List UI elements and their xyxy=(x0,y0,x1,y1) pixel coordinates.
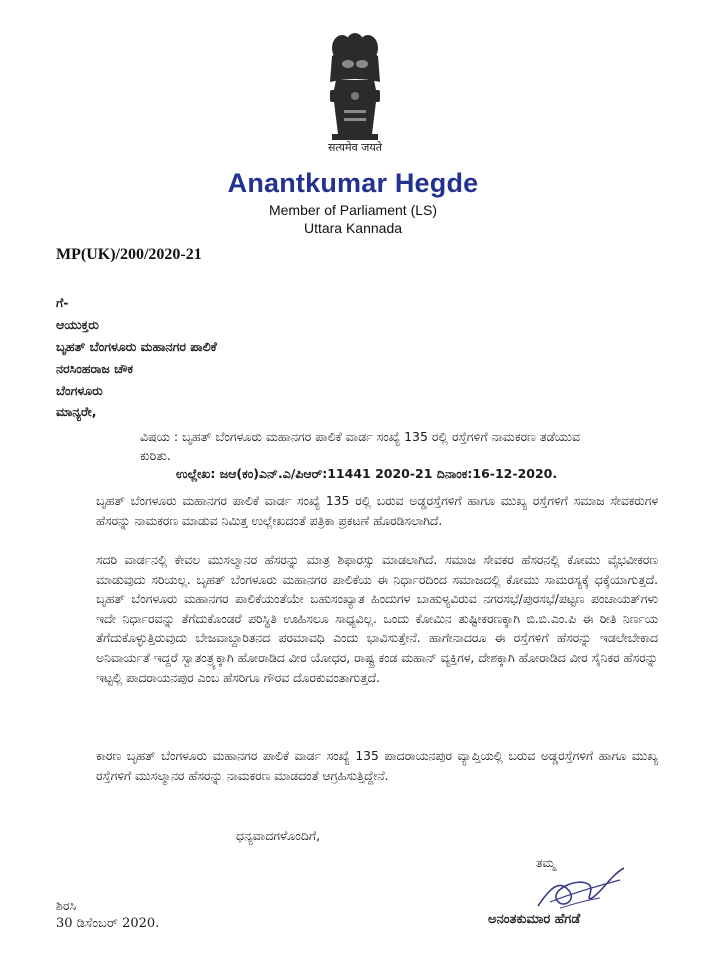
ashoka-emblem-icon xyxy=(318,30,392,142)
emblem-motto: सत्यमेव जयते xyxy=(327,141,382,154)
sender-constituency: Uttara Kannada xyxy=(303,220,403,236)
body-paragraph-1: ಬೃಹತ್ ಬೆಂಗಳೂರು ಮಹಾನಗರ ಪಾಲಿಕೆ ವಾರ್ಡ ಸಂಖ್ಯೆ 135 ರಲ್ಲಿ ಬರುವ ಅಡ್ಡರಸ್ತೆಗಳಿಗೆ ಹಾಗೂ ಮುಖ್ಯ ರಸ್ತೆಗಳಿಗೆ ಸಮಾಜ ಸೇವಕರುಗಳ ಹೆಸರನ್ನು ನಾಮಕರಣ ಮಾಡುವ ನಿಮಿತ್ತ ಉಲ್ಲೇಖದಂತೆ ಪತ್ರಿಕಾ ಪ್ರಕಟಣೆ ಹೊರಡಿಸಲಾಗಿದೆ. xyxy=(96,494,658,528)
sender-name: Anantkumar Hegde xyxy=(227,168,479,198)
subject-line: ವಿಷಯ : ಬೃಹತ್ ಬೆಂಗಳೂರು ಮಹಾನಗರ ಪಾಲಿಕೆ ವಾರ್ಡ ಸಂಖ್ಯೆ 135 ರಲ್ಲಿ ರಸ್ತೆಗಳಿಗೆ ನಾಮಕರಣ ತಡೆಯುವ ಕುರಿತು. xyxy=(140,429,580,463)
reference-number: MP(UK)/200/2020-21 xyxy=(56,246,202,263)
addressee-to: ಗೆ- xyxy=(56,295,69,310)
reference-line: ಉಲ್ಲೇಖ: ಜಆ(ಕಂ)ಎನ್.ಎ/ಪಿಆರ್:11441 2020-21 ದಿನಾಂಕ:16-12-2020. xyxy=(176,466,558,481)
date: 30 ಡಿಸೆಂಬರ್ 2020. xyxy=(56,916,160,931)
place: ಶಿರಸಿ xyxy=(56,898,77,913)
sign-off: ತಮ್ಮ xyxy=(536,856,556,870)
body-paragraph-2: ಸದರಿ ವಾರ್ಡನಲ್ಲಿ ಕೇವಲ ಮುಸಲ್ಮಾನರ ಹೆಸರನ್ನು ಮಾತ್ರ ಶಿಫಾರಸ್ಸು ಮಾಡಲಾಗಿದೆ. ಸಮಾಜ ಸೇವಕರ ಹೆಸರನಲ್ಲಿ ಕೋಮು ವೈಭವೀಕರಣ ಮಾಡುವುದು ಸರಿಯಲ್ಲ. ಬೃಹತ್ ಬೆಂಗಳೂರು ಮಹಾನಗರ ಪಾಲಿಕೆಯ ಈ ನಿರ್ಧಾರದಿಂದ ಸಮಾಜದಲ್ಲಿ ಕೋಮು ಸಾಮರಸ್ಯಕ್ಕೆ ಧಕ್ಕೆಯಾಗುತ್ತದೆ. ಬೃಹತ್ ಬೆಂಗಳೂರು ಮಹಾನಗರ ಪಾಲಿಕೆಯಂತೆಯೇ ಬಹುಸಂಖ್ಯಾತ ಹಿಂದುಗಳ ಬಾಹುಳ್ಯವಿರುವ ನಗರಸಭೆ/ಪುರಸಭೆ/ಪಟ್ಟಣ ಪಂಚಾಯತ್‌ಗಳು ಇದೇ ನಿರ್ಧಾರವನ್ನು ತೆಗೆದುಕೊಂಡರೆ ಪರಿಸ್ಥಿತಿ ಊಹಿಸಲೂ ಸಾಧ್ಯವಿಲ್ಲ. ಒಂದು ಕೋಮಿನ ತುಷ್ಟೀಕರಣಕ್ಕಾಗಿ ಬಿ.ಬಿ.ಎಂ.ಪಿ ಈ ರೀತಿ ನಿರ್ಣಯ ತೆಗೆದುಕೊಳ್ಳುತ್ತಿರುವುದು ಬೇಜವಾಬ್ದಾರಿತನದ ಪರಮಾವಧಿ ಎಂದು ಭಾವಿಸುತ್ತೇನೆ. ಹಾಗೇನಾದರೂ ಈ ರಸ್ತೆಗಳಿಗೆ ಹೆಸರನ್ನು ಇಡಲೇಬೇಕಾದ ಅನಿವಾರ್ಯತೆ ಇದ್ದರೆ ಸ್ವಾತಂತ್ರ್ಯಕ್ಕಾಗಿ ಹೋರಾಡಿದ ವೀರ ಯೋಧರ, ರಾಷ್ಟ್ರ ಕಂಡ ಮಹಾನ್ ವ್ಯಕ್ತಿಗಳ, ದೇಶಕ್ಕಾಗಿ ಹೋರಾಡಿದ ವೀರ ಸೈನಿಕರ ಹೆಸರನ್ನು ಇಟ್ಟಲ್ಲಿ ಪಾದರಾಯನಪುರ ಎಂಬ ಹೆಸರಿಗೂ ಗೌರವ ದೊರಕುವಂತಾಗುತ್ತದೆ. xyxy=(96,553,658,685)
closing: ಧನ್ಯವಾದಗಳೊಂದಿಗೆ, xyxy=(236,828,321,843)
body-paragraph-3: ಕಾರಣ ಬೃಹತ್ ಬೆಂಗಳೂರು ಮಹಾನಗರ ಪಾಲಿಕೆ ವಾರ್ಡ ಸಂಖ್ಯೆ 135 ಪಾದರಾಯನಪುರ ವ್ಯಾಪ್ತಿಯಲ್ಲಿ ಬರುವ ಅಡ್ಡರಸ್ತೆಗಳಿಗೆ ಹಾಗೂ ಮುಖ್ಯ ರಸ್ತೆಗಳಿಗೆ ಮುಸಲ್ಮಾನರ ಹೆಸರನ್ನು ನಾಮಕರಣ ಮಾಡದಂತೆ ಆಗ್ರಹಿಸುತ್ತಿದ್ದೇನೆ. xyxy=(96,749,658,783)
handwritten-signature xyxy=(530,858,630,918)
sender-designation: Member of Parliament (LS) xyxy=(268,202,438,218)
addressee-line1: ಆಯುಕ್ತರು xyxy=(56,317,99,332)
addressee-line3: ನರಸಿಂಹರಾಜ ಚೌಕ xyxy=(56,361,133,376)
signatory-name: ಅನಂತಕುಮಾರ ಹೆಗಡೆ xyxy=(488,912,581,927)
salutation: ಮಾನ್ಯರೇ, xyxy=(56,404,97,419)
addressee-line4: ಬೆಂಗಳೂರು xyxy=(56,383,103,398)
addressee-line2: ಬೃಹತ್ ಬೆಂಗಳೂರು ಮಹಾನಗರ ಪಾಲಿಕೆ xyxy=(56,339,217,354)
